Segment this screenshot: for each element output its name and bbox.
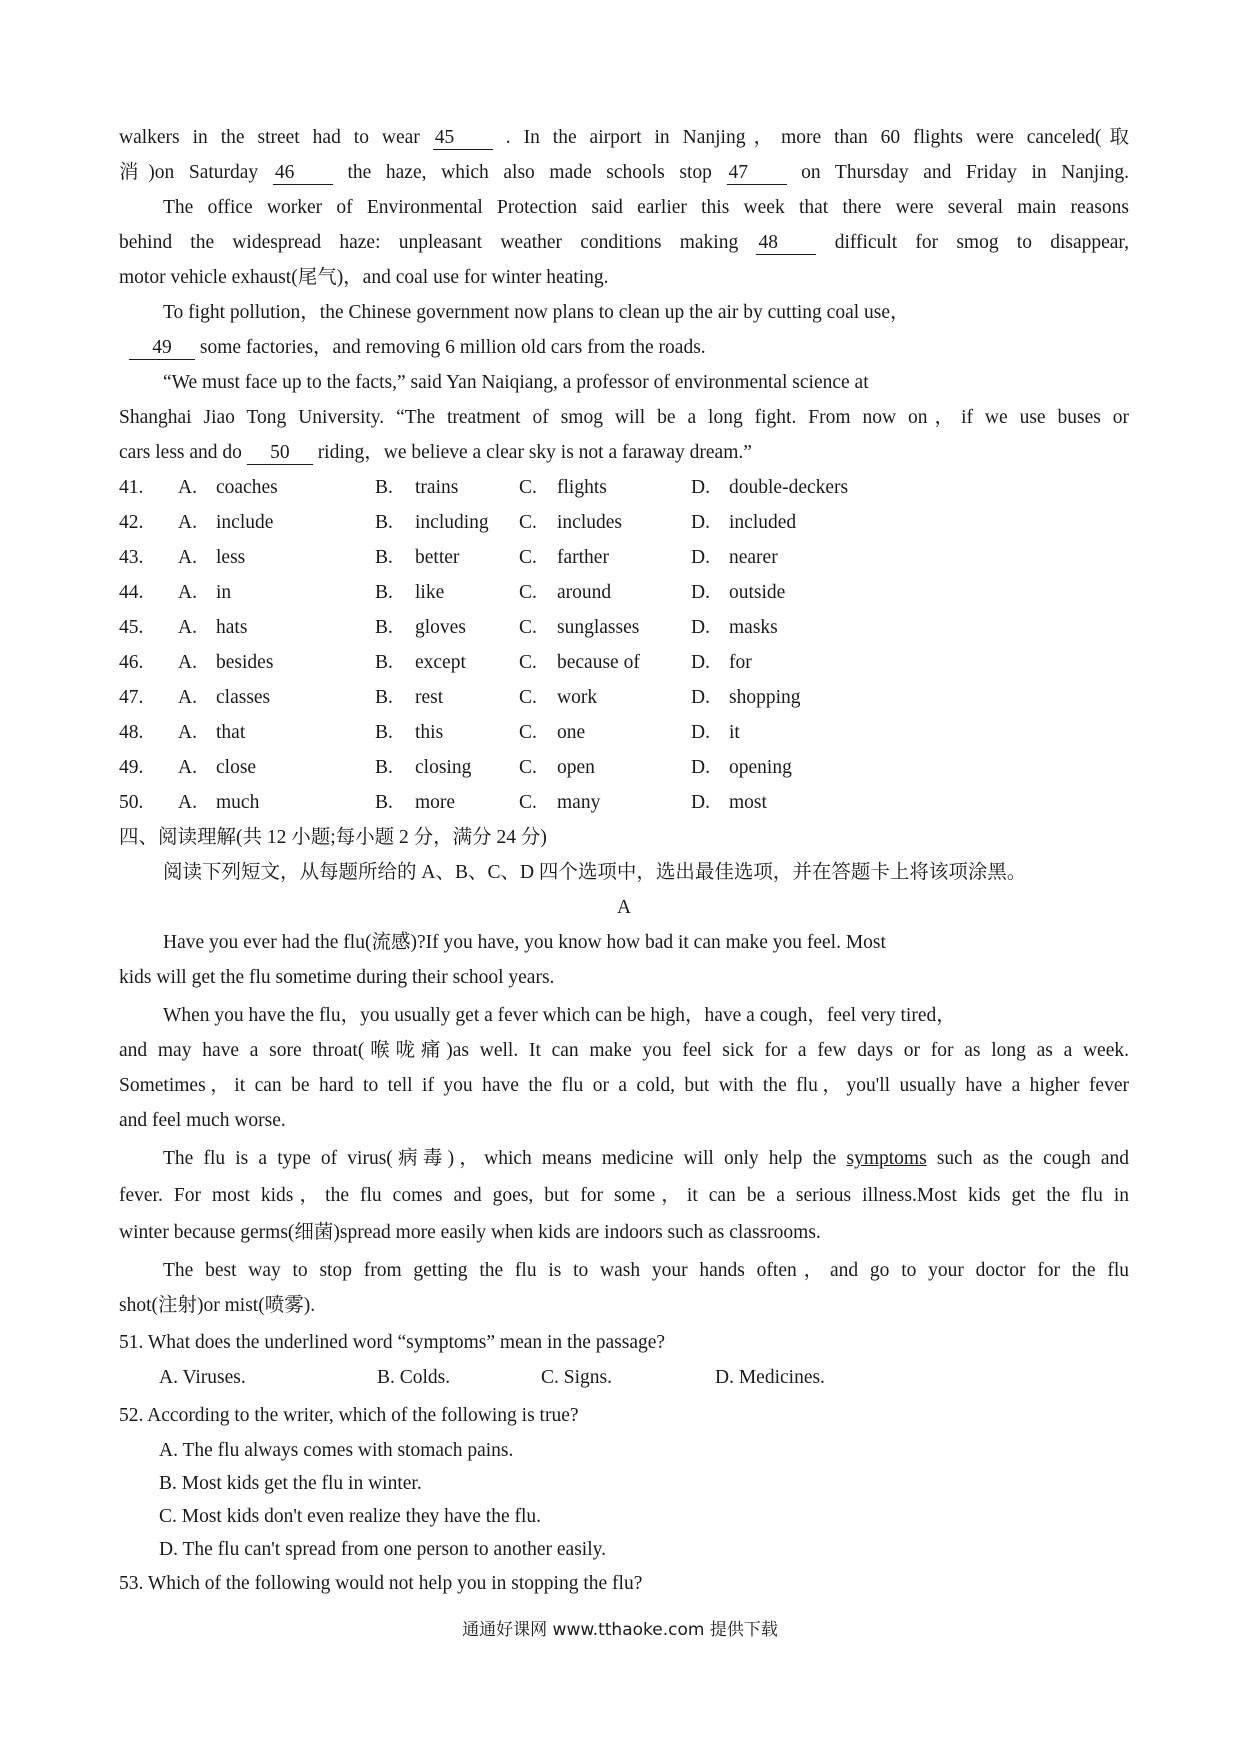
page-footer: 通通好课网 www.tthaoke.com 提供下载 <box>462 1620 778 1640</box>
option-letter-b: B. <box>375 477 393 498</box>
text: . In the airport in Nanjing，more than 60 flights were canceled(取 <box>505 127 1130 148</box>
option-a: much <box>216 792 260 813</box>
option-a: A. Viruses. <box>159 1367 246 1388</box>
option-c: open <box>557 757 595 778</box>
text: Shanghai Jiao Tong University. “The treatment of smog will be a long fight. From now on，if we use buses or <box>119 407 1129 428</box>
option-a: that <box>216 722 246 743</box>
option-letter-a: A. <box>178 512 197 533</box>
option-letter-d: D. <box>691 792 710 813</box>
cloze-line-5 <box>119 260 1129 295</box>
question-52-option-a: A. The flu always comes with stomach pains. <box>159 1440 514 1461</box>
text: Have you ever had the flu(流感)?If you have, you know how bad it can make you feel. Most <box>163 932 886 953</box>
option-d: shopping <box>729 687 801 708</box>
cloze-option-row <box>119 575 1129 610</box>
option-letter-c: C. <box>519 757 537 778</box>
option-d: nearer <box>729 547 778 568</box>
option-b: B. Colds. <box>377 1367 451 1388</box>
section-instruction: 阅读下列短文，从每题所给的 A、B、C、D 四个选项中，选出最佳选项，并在答题卡上将该项涂黑。 <box>163 862 1027 883</box>
question-number: 41. <box>119 477 144 498</box>
question-number: 43. <box>119 547 144 568</box>
text: cars less and do <box>119 442 242 463</box>
option-c: one <box>557 722 586 743</box>
option-letter-d: D. <box>691 652 710 673</box>
option-letter-d: D. <box>691 687 710 708</box>
option-d: outside <box>729 582 786 603</box>
option-c: work <box>557 687 598 708</box>
text: the haze, <box>347 162 427 183</box>
cloze-option-row <box>119 505 1129 540</box>
reading-line <box>119 960 1129 995</box>
option-a: close <box>216 757 257 778</box>
option-d: included <box>729 512 797 533</box>
cloze-line-4 <box>119 225 1129 260</box>
text: walkers in the street had to wear <box>119 127 420 148</box>
option-c: because of <box>557 652 640 673</box>
text: The flu is a type of virus(病毒)，which means medicine will only help the <box>163 1148 837 1169</box>
cloze-option-row <box>119 645 1129 680</box>
question-number: 44. <box>119 582 144 603</box>
option-b: like <box>415 582 445 603</box>
cloze-option-row <box>119 470 1129 505</box>
option-letter-b: B. <box>375 722 393 743</box>
option-c: C. Signs. <box>541 1367 612 1388</box>
option-letter-c: C. <box>519 477 537 498</box>
cloze-line-8 <box>119 365 1129 400</box>
option-d: masks <box>729 617 778 638</box>
option-letter-b: B. <box>375 687 393 708</box>
option-d: it <box>729 722 740 743</box>
option-letter-c: C. <box>519 652 537 673</box>
question-number: 42. <box>119 512 144 533</box>
cloze-option-row <box>119 610 1129 645</box>
reading-line <box>119 1178 1129 1213</box>
question-52-option-d: D. The flu can't spread from one person to another easily. <box>159 1539 606 1560</box>
text: “We must face up to the facts,” said Yan Naiqiang, a professor of environmental science at <box>163 372 869 393</box>
option-b: more <box>415 792 456 813</box>
option-letter-b: B. <box>375 652 393 673</box>
blank-49: 49 <box>129 337 195 360</box>
option-letter-d: D. <box>691 512 710 533</box>
blank-47: 47 <box>727 162 787 185</box>
option-letter-a: A. <box>178 652 197 673</box>
question-51-options <box>119 1360 1129 1397</box>
cloze-line-9 <box>119 400 1129 435</box>
question-51: 51. What does the underlined word “symptoms” mean in the passage? <box>119 1332 666 1353</box>
option-a: include <box>216 512 274 533</box>
text: 消)on Saturday <box>119 162 259 183</box>
option-letter-a: A. <box>178 722 197 743</box>
question-number: 49. <box>119 757 144 778</box>
option-a: hats <box>216 617 248 638</box>
option-d: double-deckers <box>729 477 849 498</box>
text: and feel much worse. <box>119 1110 286 1131</box>
option-letter-b: B. <box>375 792 393 813</box>
text: behind the widespread haze: unpleasant weather conditions making <box>119 232 739 253</box>
cloze-line-2 <box>119 155 1129 190</box>
reading-line <box>119 925 1129 960</box>
text: such as the cough and <box>936 1148 1130 1169</box>
option-letter-c: C. <box>519 582 537 603</box>
option-d: for <box>729 652 752 673</box>
option-letter-a: A. <box>178 547 197 568</box>
option-letter-b: B. <box>375 582 393 603</box>
text: difficult for smog to disappear, <box>834 232 1130 253</box>
reading-line <box>119 1033 1129 1068</box>
cloze-option-row <box>119 715 1129 750</box>
reading-line <box>119 1215 1129 1250</box>
text: Sometimes，it can be hard to tell if you have the flu or a cold, but with the flu，you'll usually have a higher fever <box>119 1075 1129 1096</box>
option-letter-b: B. <box>375 757 393 778</box>
option-letter-a: A. <box>178 582 197 603</box>
reading-line <box>119 998 1129 1033</box>
exam-page <box>119 120 1129 1601</box>
option-letter-d: D. <box>691 722 710 743</box>
question-number: 46. <box>119 652 144 673</box>
option-c: flights <box>557 477 607 498</box>
reading-line <box>119 1068 1129 1103</box>
blank-46: 46 <box>273 162 333 185</box>
section-heading: 四、阅读理解(共 12 小题;每小题 2 分，满分 24 分) <box>119 827 547 848</box>
reading-line <box>119 1141 1129 1176</box>
option-a: classes <box>216 687 271 708</box>
option-letter-a: A. <box>178 617 197 638</box>
option-c: around <box>557 582 612 603</box>
cloze-line-7 <box>119 330 1129 365</box>
option-letter-c: C. <box>519 722 537 743</box>
text: and may have a sore throat(喉咙痛)as well. It can make you feel sick for a few days or for as long as a week. <box>119 1040 1129 1061</box>
option-letter-c: C. <box>519 792 537 813</box>
text: riding，we believe a clear sky is not a faraway dream.” <box>317 442 752 463</box>
question-number: 45. <box>119 617 144 638</box>
option-b: including <box>415 512 489 533</box>
question-53: 53. Which of the following would not help you in stopping the flu? <box>119 1573 643 1594</box>
text: kids will get the flu sometime during their school years. <box>119 967 555 988</box>
option-d: D. Medicines. <box>715 1367 825 1388</box>
text: shot(注射)or mist(喷雾). <box>119 1295 316 1316</box>
question-52-option-c: C. Most kids don't even realize they have the flu. <box>159 1506 542 1527</box>
passage-label: A <box>616 897 632 918</box>
option-letter-d: D. <box>691 617 710 638</box>
option-d: most <box>729 792 767 813</box>
option-letter-a: A. <box>178 757 197 778</box>
reading-line <box>119 1253 1129 1288</box>
text: winter because germs(细菌)spread more easily when kids are indoors such as classrooms. <box>119 1222 821 1243</box>
reading-line <box>119 1103 1129 1138</box>
option-letter-d: D. <box>691 547 710 568</box>
option-b: this <box>415 722 444 743</box>
option-letter-c: C. <box>519 687 537 708</box>
option-letter-c: C. <box>519 617 537 638</box>
option-b: gloves <box>415 617 466 638</box>
option-a: less <box>216 547 246 568</box>
option-letter-a: A. <box>178 477 197 498</box>
option-c: sunglasses <box>557 617 640 638</box>
cloze-option-row <box>119 750 1129 785</box>
option-c: many <box>557 792 601 813</box>
cloze-line-6 <box>119 295 1129 330</box>
blank-45: 45 <box>433 127 493 150</box>
option-a: in <box>216 582 232 603</box>
option-a: besides <box>216 652 274 673</box>
option-b: better <box>415 547 460 568</box>
question-number: 47. <box>119 687 144 708</box>
option-letter-a: A. <box>178 687 197 708</box>
blank-48: 48 <box>756 232 816 255</box>
cloze-option-row <box>119 785 1129 820</box>
text: The best way to stop from getting the flu is to wash your hands often，and go to your doctor for the flu <box>163 1260 1129 1281</box>
question-number: 50. <box>119 792 144 813</box>
cloze-line-10 <box>119 435 1129 470</box>
text: fever. For most kids，the flu comes and goes, but for some，it can be a serious illness.Most kids get the flu in <box>119 1185 1129 1206</box>
text: To fight pollution，the Chinese government now plans to clean up the air by cutting coal use， <box>163 302 910 323</box>
option-b: trains <box>415 477 459 498</box>
option-letter-c: C. <box>519 547 537 568</box>
cloze-line-3 <box>119 190 1129 225</box>
cloze-options <box>119 470 1129 820</box>
option-b: rest <box>415 687 444 708</box>
text: on Thursday and Friday in Nanjing. <box>801 162 1130 183</box>
option-letter-d: D. <box>691 757 710 778</box>
question-52: 52. According to the writer, which of the following is true? <box>119 1405 579 1426</box>
text: motor vehicle exhaust(尾气)，and coal use for winter heating. <box>119 267 609 288</box>
underlined-word: symptoms <box>846 1148 927 1169</box>
option-letter-d: D. <box>691 582 710 603</box>
text: some factories，and removing 6 million old cars from the roads. <box>199 337 706 358</box>
reading-line <box>119 1288 1129 1323</box>
option-c: includes <box>557 512 622 533</box>
option-b: except <box>415 652 466 673</box>
cloze-line-1 <box>119 120 1129 155</box>
cloze-option-row <box>119 540 1129 575</box>
option-letter-b: B. <box>375 547 393 568</box>
text: When you have the flu，you usually get a fever which can be high，have a cough，feel very tired， <box>163 1005 956 1026</box>
question-number: 48. <box>119 722 144 743</box>
option-letter-d: D. <box>691 477 710 498</box>
option-letter-b: B. <box>375 617 393 638</box>
text: which also made schools stop <box>441 162 712 183</box>
option-letter-c: C. <box>519 512 537 533</box>
option-d: opening <box>729 757 792 778</box>
option-a: coaches <box>216 477 278 498</box>
option-b: closing <box>415 757 472 778</box>
option-letter-a: A. <box>178 792 197 813</box>
option-letter-b: B. <box>375 512 393 533</box>
blank-50: 50 <box>247 442 313 465</box>
text: The office worker of Environmental Protection said earlier this week that there were several main reasons <box>163 197 1129 218</box>
cloze-option-row <box>119 680 1129 715</box>
question-52-option-b: B. Most kids get the flu in winter. <box>159 1473 422 1494</box>
option-c: farther <box>557 547 609 568</box>
